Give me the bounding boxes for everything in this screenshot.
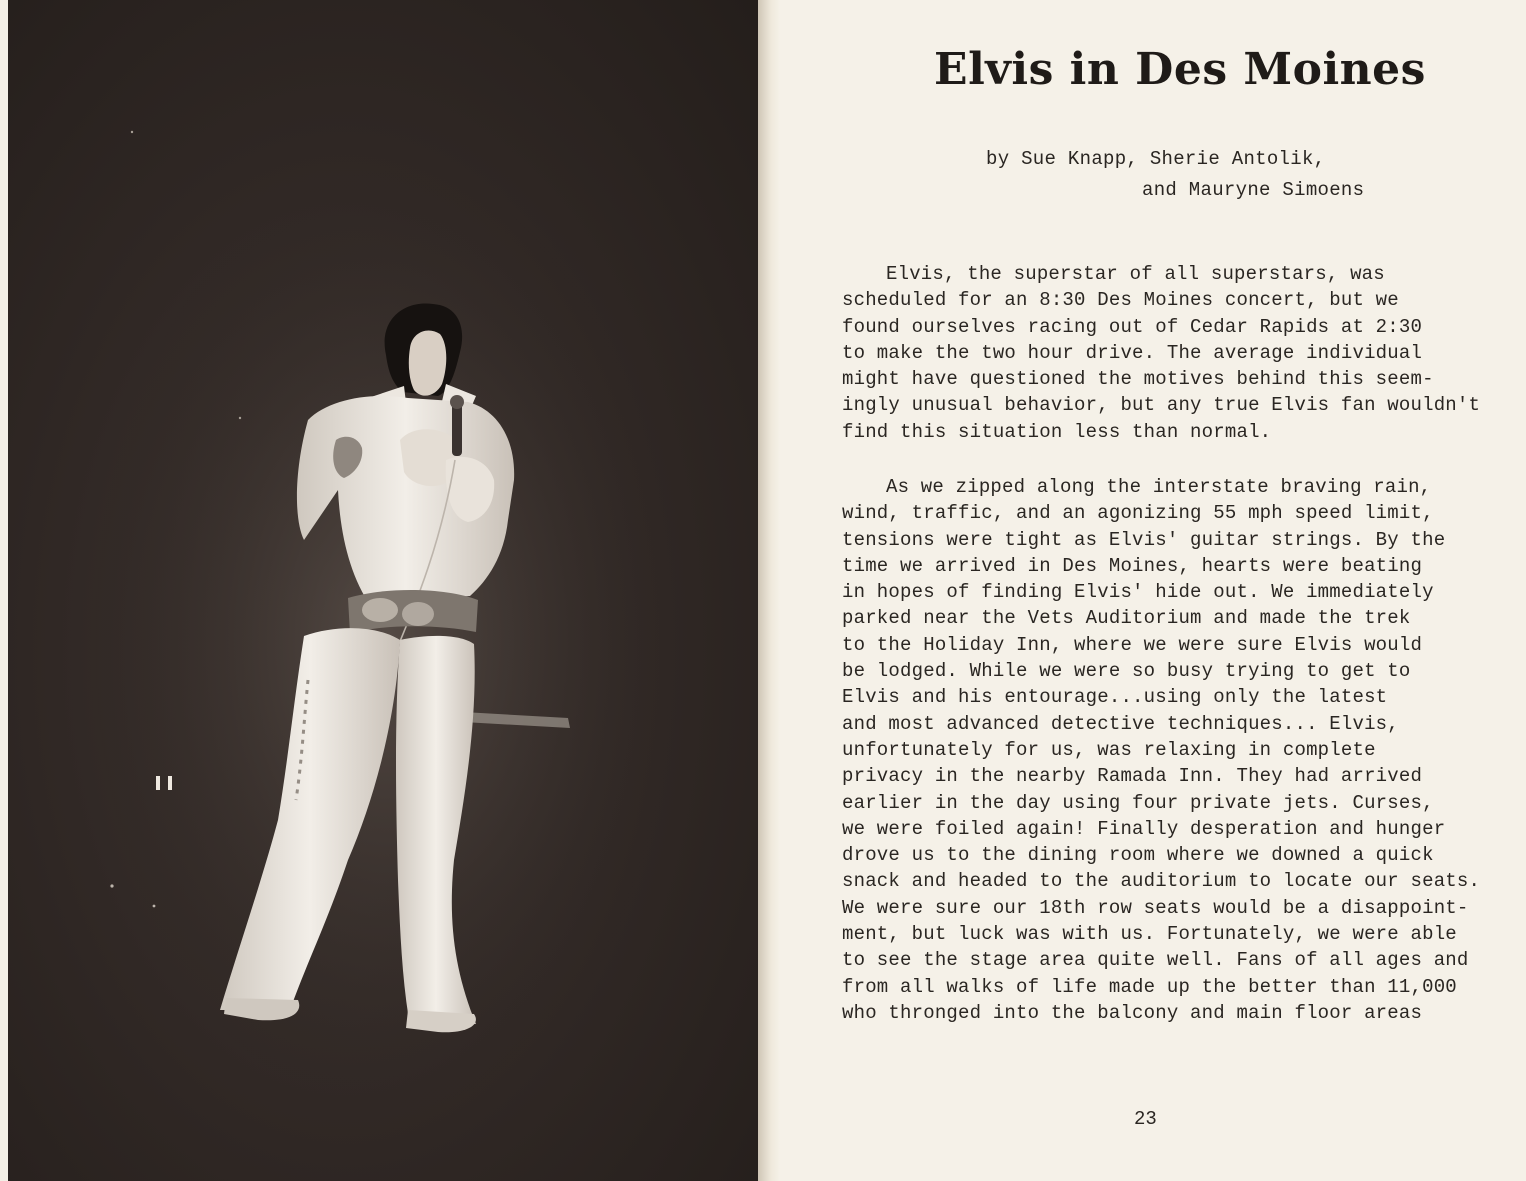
text-line: be lodged. While we were so busy trying to get to	[842, 660, 1411, 683]
byline-line-1: by Sue Knapp, Sherie Antolik,	[986, 148, 1326, 170]
text-line: ingly unusual behavior, but any true Elvis fan wouldn't	[842, 394, 1481, 417]
paragraph-2	[842, 474, 1502, 1026]
article-page	[780, 0, 1526, 1181]
text-line: ment, but luck was with us. Fortunately, we were able	[842, 923, 1457, 946]
text-line: unfortunately for us, was relaxing in complete	[842, 738, 1376, 761]
text-line: Elvis, the superstar of all superstars, was	[886, 263, 1385, 285]
text-line: privacy in the nearby Ramada Inn. They had arrived	[842, 765, 1423, 788]
text-line: from all walks of life made up the better than 11,000	[842, 975, 1457, 998]
text-line: who thronged into the balcony and main floor areas	[842, 1001, 1423, 1024]
text-line: scheduled for an 8:30 Des Moines concert, but we	[842, 289, 1399, 312]
elvis-performer-illustration	[8, 0, 758, 1181]
paragraph-1	[842, 261, 1502, 445]
text-line: to see the stage area quite well. Fans of all ages and	[842, 949, 1469, 972]
text-line: to the Holiday Inn, where we were sure Elvis would	[842, 633, 1423, 656]
text-line: earlier in the day using four private jets. Curses,	[842, 791, 1434, 814]
text-line: time we arrived in Des Moines, hearts were beating	[842, 554, 1423, 577]
text-line: found ourselves racing out of Cedar Rapids at 2:30	[842, 315, 1423, 338]
text-line: in hopes of finding Elvis' hide out. We immediately	[842, 581, 1434, 604]
text-line: to make the two hour drive. The average individual	[842, 341, 1423, 364]
book-gutter	[758, 0, 780, 1181]
byline-line-2: and Mauryne Simoens	[1142, 179, 1365, 201]
text-line: we were foiled again! Finally desperation and hunger	[842, 817, 1446, 840]
text-line: find this situation less than normal.	[842, 420, 1272, 443]
concert-photo	[8, 0, 758, 1181]
page-number: 23	[1134, 1108, 1157, 1130]
text-line: snack and headed to the auditorium to locate our seats.	[842, 870, 1481, 893]
text-line: might have questioned the motives behind this seem-	[842, 368, 1434, 391]
text-line: As we zipped along the interstate braving rain,	[886, 476, 1432, 498]
text-line: We were sure our 18th row seats would be a disappoint-	[842, 896, 1469, 919]
text-line: wind, traffic, and an agonizing 55 mph speed limit,	[842, 502, 1434, 525]
article-title: Elvis in Des Moines	[934, 44, 1426, 95]
text-line: tensions were tight as Elvis' guitar strings. By the	[842, 528, 1446, 551]
text-line: parked near the Vets Auditorium and made the trek	[842, 607, 1411, 630]
text-line: Elvis and his entourage...using only the latest	[842, 686, 1388, 709]
text-line: and most advanced detective techniques... Elvis,	[842, 712, 1399, 735]
text-line: drove us to the dining room where we downed a quick	[842, 844, 1434, 867]
